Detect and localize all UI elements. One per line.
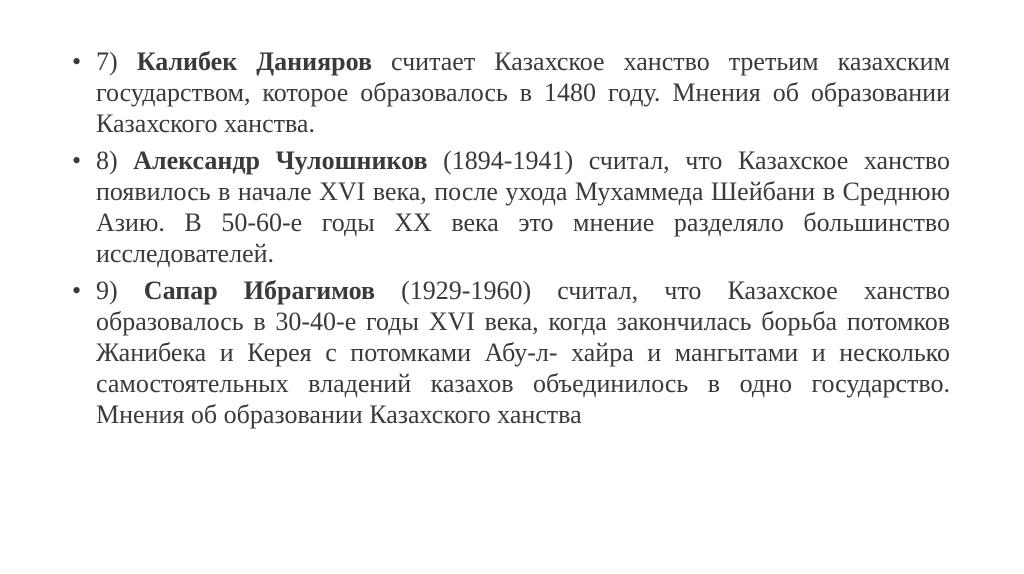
author-name: Сапар Ибрагимов: [143, 276, 376, 305]
bullet-dot: •: [72, 47, 82, 76]
item-text: считает Казахское ханство третьим казахским государством, которое образовалось в 1480 году. Мнения об образовании Казахского ханства.: [96, 47, 950, 138]
bullet-dot: •: [72, 146, 82, 175]
item-number: 9): [96, 276, 118, 305]
author-name: Александр Чулошников: [133, 146, 428, 175]
item-text: (1894-1941) считал, что Казахское ханство появилось в начале XVI века, после ухода Мухаммеда Шейбани в Среднюю Азию. В 50-60-е годы XX века это мнение разделяло большинство исследователей.: [96, 146, 950, 268]
bullet-item-9: [70, 275, 950, 430]
item-number: 8): [96, 146, 118, 175]
item-text: (1929-1960) считал, что Казахское ханство образовалось в 30-40-е годы XVI века, когда закончилась борьба потомков Жанибека и Керея с потомками Абу-л- хайра и мангытами и несколько самостоятельных владений казахов объединилось в одно государство. Мнения об образовании Казахского ханства: [96, 276, 950, 429]
bullet-list: [70, 46, 950, 436]
item-number: 7): [96, 47, 118, 76]
bullet-item-8: [70, 145, 950, 269]
author-name: Калибек Данияров: [136, 47, 373, 76]
bullet-item-7: [70, 46, 950, 139]
bullet-dot: •: [72, 276, 82, 305]
